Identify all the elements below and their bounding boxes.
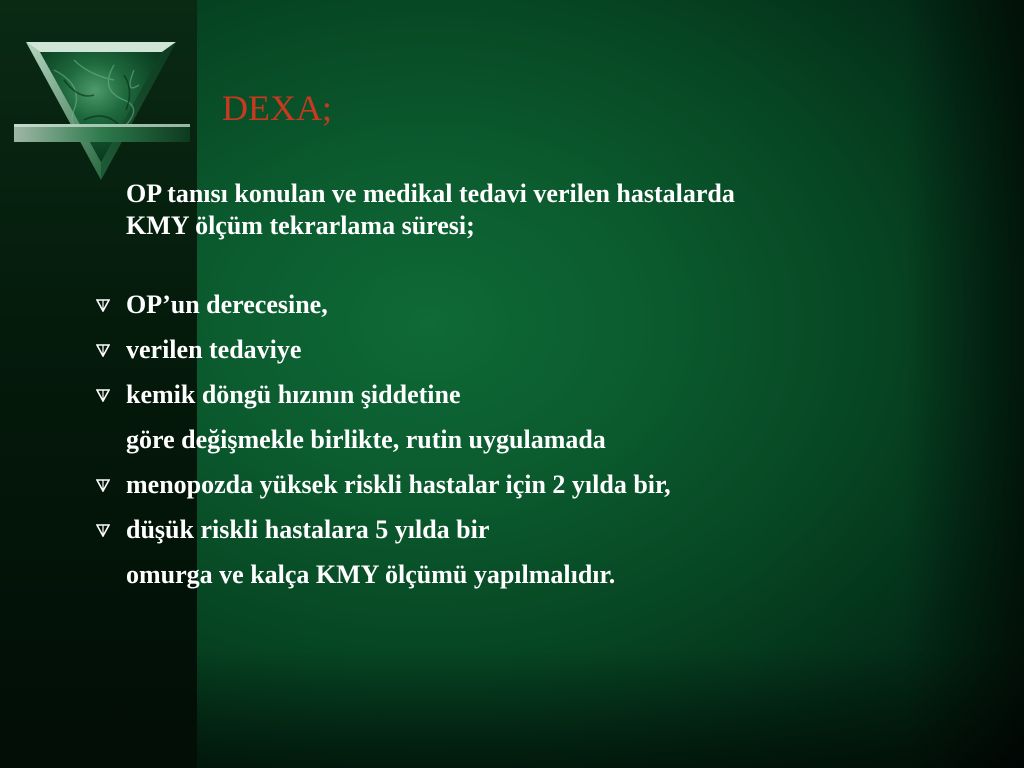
list-item xyxy=(90,327,970,372)
list-item xyxy=(90,507,970,552)
downward-triangle-check-icon xyxy=(96,298,110,312)
list-item-text: kemik döngü hızının şiddetine xyxy=(126,380,461,409)
list-item-text: düşük riskli hastalara 5 yılda bir xyxy=(126,515,490,544)
bullet-list xyxy=(90,282,970,597)
list-item xyxy=(90,282,970,327)
intro-line-1: OP tanısı konulan ve medikal tedavi verilen hastalarda xyxy=(126,179,735,208)
downward-triangle-check-icon xyxy=(96,478,110,492)
downward-triangle-check-icon xyxy=(96,343,110,357)
green-marble-triangle-logo-icon xyxy=(14,40,190,182)
intro-paragraph xyxy=(90,178,970,242)
list-item-text: OP’un derecesine, xyxy=(126,290,328,319)
intro-line-2: KMY ölçüm tekrarlama süresi; xyxy=(126,211,475,240)
list-item-text: göre değişmekle birlikte, rutin uygulamada xyxy=(126,425,606,454)
list-item-text: omurga ve kalça KMY ölçümü yapılmalıdır. xyxy=(126,560,616,589)
list-item-continuation xyxy=(90,552,970,597)
slide-title: DEXA; xyxy=(222,88,332,128)
downward-triangle-check-icon xyxy=(96,523,110,537)
list-item xyxy=(90,462,970,507)
downward-triangle-check-icon xyxy=(96,388,110,402)
list-item-text: menopozda yüksek riskli hastalar için 2 yılda bir, xyxy=(126,470,671,499)
list-item-continuation xyxy=(90,417,970,462)
list-item-text: verilen tedaviye xyxy=(126,335,302,364)
list-item xyxy=(90,372,970,417)
slide-content xyxy=(90,178,970,597)
